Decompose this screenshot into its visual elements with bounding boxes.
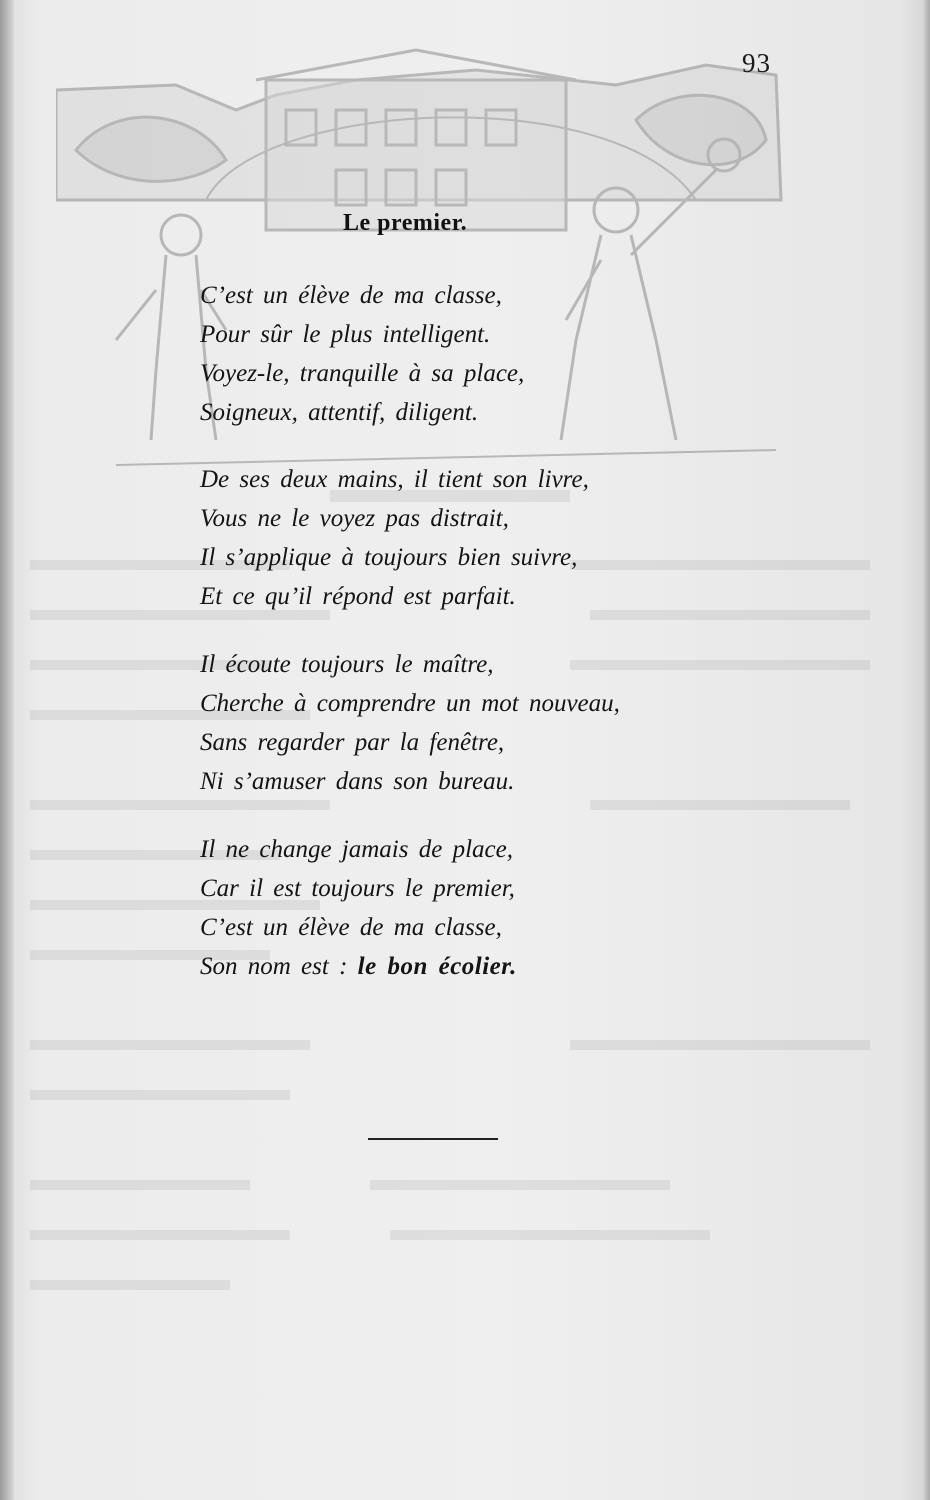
poem-line: Cherche à comprendre un mot nouveau,	[200, 690, 620, 717]
poem-line: Sans regarder par la fenêtre,	[200, 729, 505, 756]
poem-stanza	[200, 276, 670, 432]
poem-line: Il s’applique à toujours bien suivre,	[200, 544, 578, 571]
poem-final-line-bold: le bon écolier.	[357, 953, 517, 980]
poem-line: Il écoute toujours le maître,	[200, 651, 494, 678]
poem-line: Vous ne le voyez pas distrait,	[200, 505, 509, 532]
poem-stanza	[200, 830, 670, 986]
poem-title: Le premier.	[343, 210, 468, 236]
poem-line: Car il est toujours le premier,	[200, 875, 515, 902]
poem-line: Ni s’amuser dans son bureau.	[200, 768, 515, 795]
poem-line: C’est un élève de ma classe,	[200, 282, 502, 309]
poem-final-line-start: Son nom est :	[200, 953, 358, 980]
poem-line: C’est un élève de ma classe,	[200, 914, 502, 941]
page-number: 93	[742, 48, 771, 78]
poem-final-line	[200, 947, 670, 986]
poem-stanza	[200, 645, 670, 801]
page-spine-shadow	[0, 0, 14, 1500]
poem-line: Soigneux, attentif, diligent.	[200, 399, 479, 426]
poem-line: Pour sûr le plus intelligent.	[200, 321, 491, 348]
page-edge-shadow	[922, 0, 930, 1500]
poem-stanza	[200, 460, 670, 616]
poem-line: Il ne change jamais de place,	[200, 836, 513, 863]
poem-line: Et ce qu’il répond est parfait.	[200, 583, 516, 610]
poem-line: De ses deux mains, il tient son livre,	[200, 466, 589, 493]
end-rule-divider	[368, 1138, 498, 1140]
poem-line: Voyez-le, tranquille à sa place,	[200, 360, 525, 387]
